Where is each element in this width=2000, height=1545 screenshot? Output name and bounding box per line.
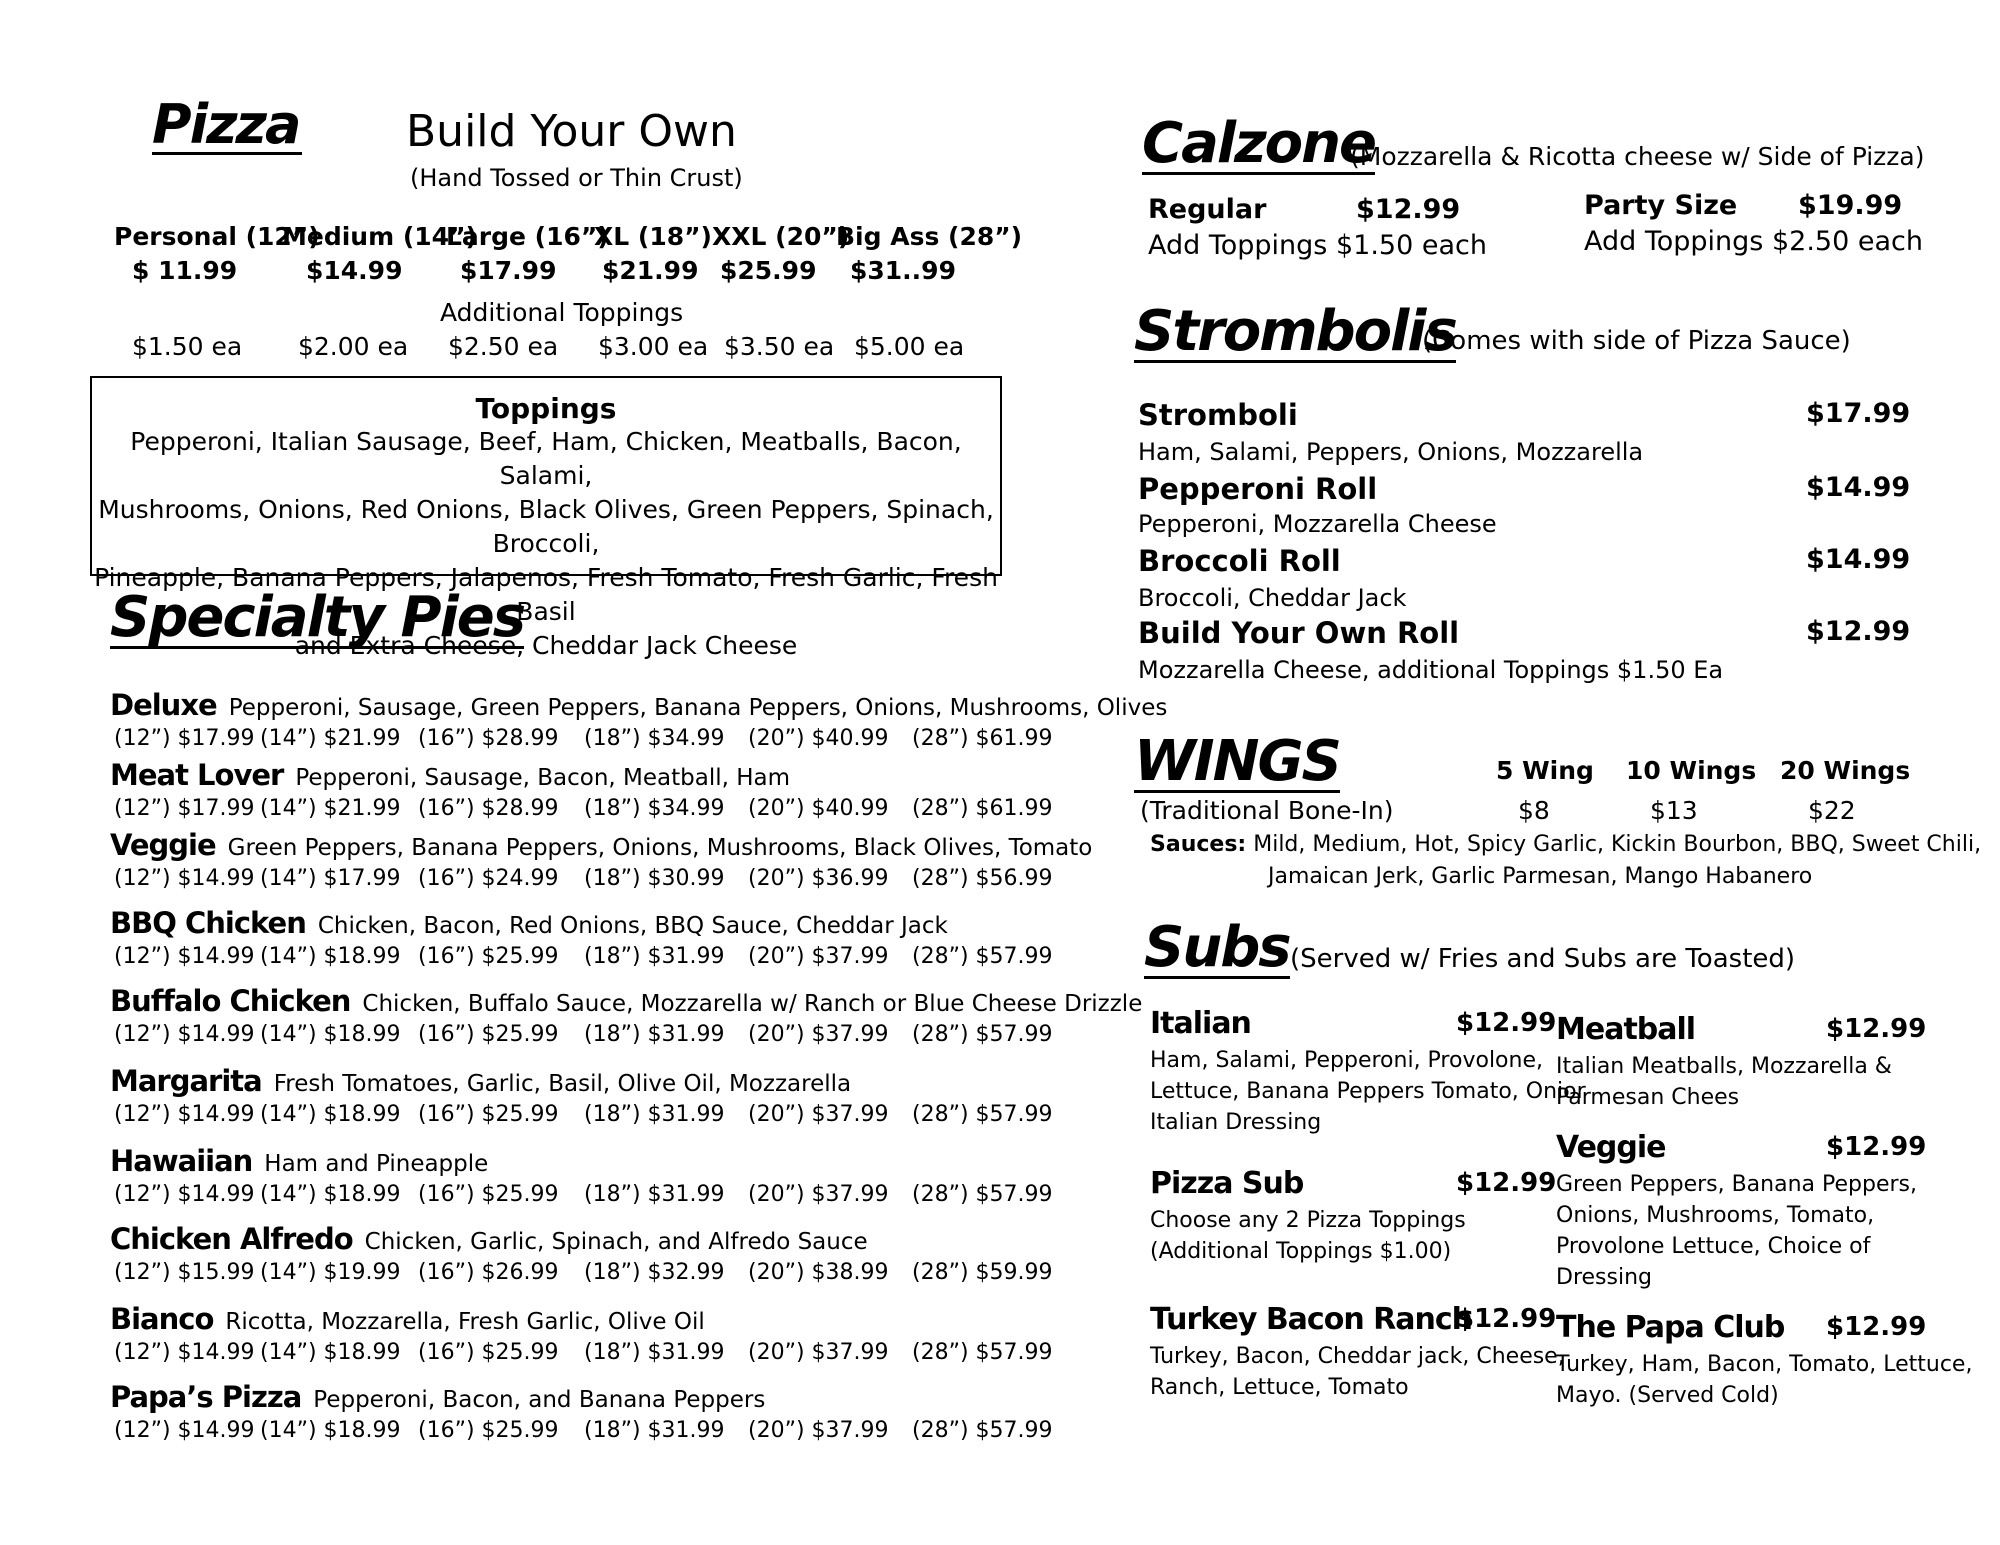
pie-name: Deluxe [110, 688, 217, 722]
size-label: Large (16”) [446, 222, 609, 251]
pie-size-price: (14”) $18.99 [260, 1102, 401, 1127]
pie-size-price: (14”) $17.99 [260, 866, 401, 891]
pie-size-price: (12”) $14.99 [114, 1418, 255, 1443]
stromboli-name: Stromboli [1138, 398, 1298, 432]
pie-size-price: (16”) $25.99 [418, 1418, 559, 1443]
wing-price: $22 [1808, 796, 1856, 825]
specialty-pie [110, 688, 1167, 722]
specialty-pie [110, 758, 790, 792]
calzone-party-label: Party Size [1584, 190, 1738, 221]
pie-size-price: (14”) $18.99 [260, 1022, 401, 1047]
sub-price: $12.99 [1826, 1132, 1927, 1162]
size-label: XXL (20”) [712, 222, 850, 251]
subs-heading: Subs [1144, 915, 1290, 980]
stromboli-desc: Broccoli, Cheddar Jack [1138, 584, 1407, 612]
pie-size-price: (16”) $25.99 [418, 1182, 559, 1207]
sub-description-line: Dressing [1556, 1265, 1652, 1290]
sub-description-line: Mayo. (Served Cold) [1556, 1383, 1779, 1408]
wing-sauces-line2: Jamaican Jerk, Garlic Parmesan, Mango Habanero [1268, 864, 1813, 889]
pie-size-price: (18”) $32.99 [584, 1260, 725, 1285]
pie-size-price: (12”) $17.99 [114, 796, 255, 821]
sub-description-line: Lettuce, Banana Peppers Tomato, Onior [1150, 1079, 1586, 1104]
stromboli-desc: Ham, Salami, Peppers, Onions, Mozzarella [1138, 438, 1644, 466]
topping-price: $2.00 ea [298, 332, 409, 361]
pie-name: Margarita [110, 1064, 262, 1098]
size-price: $31..99 [850, 256, 956, 285]
specialty-pie [110, 828, 1092, 862]
pie-description: Pepperoni, Sausage, Bacon, Meatball, Ham [295, 765, 791, 791]
sub-name: Turkey Bacon Ranch [1150, 1302, 1472, 1337]
pie-size-price: (28”) $61.99 [912, 726, 1053, 751]
pie-size-price: (12”) $14.99 [114, 1102, 255, 1127]
pie-size-price: (12”) $14.99 [114, 944, 255, 969]
pie-price-row [114, 1102, 1053, 1132]
size-label: XL (18”) [594, 222, 712, 251]
pie-size-price: (18”) $31.99 [584, 944, 725, 969]
calzone-heading: Calzone [1142, 111, 1375, 176]
stromboli-name: Pepperoni Roll [1138, 472, 1378, 506]
pie-size-price: (14”) $18.99 [260, 1340, 401, 1365]
pie-size-price: (12”) $14.99 [114, 1340, 255, 1365]
calzone-party-add: Add Toppings $2.50 each [1584, 226, 1923, 257]
sub-name: Italian [1150, 1006, 1251, 1041]
size-price: $17.99 [460, 256, 557, 285]
pie-size-price: (14”) $19.99 [260, 1260, 401, 1285]
pie-price-row [114, 1260, 1053, 1290]
pie-name: Papa’s Pizza [110, 1380, 302, 1414]
wing-count: 10 Wings [1626, 756, 1757, 785]
stromboli-price: $12.99 [1806, 616, 1911, 647]
pie-size-price: (18”) $31.99 [584, 1182, 725, 1207]
sub-name: Veggie [1556, 1130, 1666, 1165]
pie-size-price: (20”) $37.99 [748, 1340, 889, 1365]
pie-size-price: (28”) $57.99 [912, 944, 1053, 969]
strombolis-heading: Strombolis [1134, 299, 1456, 364]
pie-size-price: (20”) $40.99 [748, 796, 889, 821]
pie-size-price: (16”) $26.99 [418, 1260, 559, 1285]
sub-price: $12.99 [1456, 1008, 1557, 1038]
size-label: Big Ass (28”) [836, 222, 1023, 251]
pie-price-row [114, 1022, 1053, 1052]
sub-price: $12.99 [1826, 1014, 1927, 1044]
topping-price: $1.50 ea [132, 332, 243, 361]
specialty-pie [110, 1064, 851, 1098]
stromboli-price: $14.99 [1806, 544, 1911, 575]
pie-size-price: (14”) $18.99 [260, 1418, 401, 1443]
pie-name: Chicken Alfredo [110, 1222, 353, 1256]
wing-price: $8 [1518, 796, 1550, 825]
pie-size-price: (16”) $25.99 [418, 1102, 559, 1127]
toppings-line: Mushrooms, Onions, Red Onions, Black Olives, Green Peppers, Spinach, Broccoli, [98, 495, 994, 558]
specialty-pies-heading: Specialty Pies [110, 585, 525, 650]
specialty-pie [110, 1222, 868, 1256]
pie-description: Green Peppers, Banana Peppers, Onions, Mushrooms, Black Olives, Tomato [227, 835, 1093, 861]
pie-size-price: (14”) $21.99 [260, 796, 401, 821]
build-your-own-title: Build Your Own [406, 106, 737, 157]
specialty-pie [110, 1302, 705, 1336]
sub-description-line: Parmesan Chees [1556, 1085, 1740, 1110]
sauces-list: Mild, Medium, Hot, Spicy Garlic, Kickin Bourbon, BBQ, Sweet Chili, [1253, 832, 1982, 857]
pie-size-price: (20”) $37.99 [748, 944, 889, 969]
pie-description: Chicken, Buffalo Sauce, Mozzarella w/ Ranch or Blue Cheese Drizzle [362, 991, 1143, 1017]
topping-price: $3.50 ea [724, 332, 835, 361]
sub-description-line: Choose any 2 Pizza Toppings [1150, 1208, 1466, 1233]
size-price: $ 11.99 [132, 256, 238, 285]
pie-size-price: (16”) $25.99 [418, 944, 559, 969]
pie-size-price: (20”) $37.99 [748, 1102, 889, 1127]
pie-size-price: (12”) $14.99 [114, 866, 255, 891]
pie-size-price: (20”) $40.99 [748, 726, 889, 751]
sub-description-line: (Additional Toppings $1.00) [1150, 1239, 1452, 1264]
toppings-heading: Toppings [475, 392, 617, 425]
pie-description: Ham and Pineapple [264, 1151, 489, 1177]
sub-description-line: Ham, Salami, Pepperoni, Provolone, [1150, 1048, 1543, 1073]
pie-size-price: (14”) $18.99 [260, 1182, 401, 1207]
wing-count: 5 Wing [1496, 756, 1594, 785]
pie-size-price: (28”) $61.99 [912, 796, 1053, 821]
strombolis-note: (Comes with side of Pizza Sauce) [1422, 326, 1851, 356]
subs-note: (Served w/ Fries and Subs are Toasted) [1290, 944, 1796, 974]
pie-size-price: (12”) $14.99 [114, 1022, 255, 1047]
pie-description: Chicken, Bacon, Red Onions, BBQ Sauce, Cheddar Jack [317, 913, 948, 939]
pie-size-price: (20”) $37.99 [748, 1182, 889, 1207]
pie-description: Pepperoni, Sausage, Green Peppers, Banana Peppers, Onions, Mushrooms, Olives [228, 695, 1168, 721]
sub-description-line: Provolone Lettuce, Choice of [1556, 1234, 1871, 1259]
size-price: $21.99 [602, 256, 699, 285]
calzone-regular-label: Regular [1148, 194, 1267, 225]
topping-price: $5.00 ea [854, 332, 965, 361]
pie-size-price: (16”) $28.99 [418, 796, 559, 821]
pie-size-price: (28”) $59.99 [912, 1260, 1053, 1285]
pie-size-price: (18”) $31.99 [584, 1022, 725, 1047]
sub-price: $12.99 [1826, 1312, 1927, 1342]
stromboli-desc: Pepperoni, Mozzarella Cheese [1138, 510, 1497, 538]
size-price: $14.99 [306, 256, 403, 285]
toppings-line: and Extra Cheese, Cheddar Jack Cheese [294, 631, 798, 660]
pie-size-price: (16”) $24.99 [418, 866, 559, 891]
additional-toppings-label: Additional Toppings [440, 298, 684, 327]
wing-sauces-line [1150, 832, 1981, 857]
pie-size-price: (28”) $57.99 [912, 1022, 1053, 1047]
pie-size-price: (28”) $56.99 [912, 866, 1053, 891]
pie-size-price: (16”) $25.99 [418, 1340, 559, 1365]
pie-description: Chicken, Garlic, Spinach, and Alfredo Sauce [364, 1229, 868, 1255]
stromboli-name: Build Your Own Roll [1138, 616, 1460, 650]
pie-size-price: (18”) $34.99 [584, 726, 725, 751]
topping-price: $3.00 ea [598, 332, 709, 361]
stromboli-price: $14.99 [1806, 472, 1911, 503]
pie-size-price: (14”) $18.99 [260, 944, 401, 969]
pie-size-price: (18”) $30.99 [584, 866, 725, 891]
pie-size-price: (12”) $14.99 [114, 1182, 255, 1207]
wings-heading: WINGS [1134, 729, 1340, 794]
calzone-regular-add: Add Toppings $1.50 each [1148, 230, 1487, 261]
pie-price-row [114, 1340, 1053, 1370]
calzone-regular-price: $12.99 [1356, 194, 1461, 225]
sauces-label: Sauces: [1150, 832, 1247, 857]
toppings-line: Pepperoni, Italian Sausage, Beef, Ham, Chicken, Meatballs, Bacon, Salami, [130, 427, 962, 490]
wing-count: 20 Wings [1780, 756, 1911, 785]
crust-subtitle: (Hand Tossed or Thin Crust) [410, 164, 743, 192]
pie-size-price: (18”) $31.99 [584, 1340, 725, 1365]
pie-size-price: (18”) $31.99 [584, 1102, 725, 1127]
pie-name: Meat Lover [110, 758, 284, 792]
sub-description-line: Green Peppers, Banana Peppers, [1556, 1172, 1917, 1197]
pie-size-price: (14”) $21.99 [260, 726, 401, 751]
specialty-pie [110, 984, 1142, 1018]
wing-price: $13 [1650, 796, 1698, 825]
pie-price-row [114, 1182, 1053, 1212]
sub-price: $12.99 [1456, 1304, 1557, 1334]
pie-size-price: (12”) $17.99 [114, 726, 255, 751]
pie-size-price: (18”) $31.99 [584, 1418, 725, 1443]
pie-name: BBQ Chicken [110, 906, 306, 940]
pie-description: Ricotta, Mozzarella, Fresh Garlic, Olive Oil [225, 1309, 705, 1335]
pie-name: Hawaiian [110, 1144, 253, 1178]
pie-description: Fresh Tomatoes, Garlic, Basil, Olive Oil, Mozzarella [273, 1071, 852, 1097]
pie-size-price: (28”) $57.99 [912, 1182, 1053, 1207]
pie-price-row [114, 944, 1053, 974]
sub-price: $12.99 [1456, 1168, 1557, 1198]
pie-size-price: (20”) $36.99 [748, 866, 889, 891]
sub-description-line: Turkey, Ham, Bacon, Tomato, Lettuce, [1556, 1352, 1973, 1377]
pie-name: Veggie [110, 828, 216, 862]
pie-size-price: (20”) $38.99 [748, 1260, 889, 1285]
pie-size-price: (12”) $15.99 [114, 1260, 255, 1285]
specialty-pie [110, 1144, 488, 1178]
pie-size-price: (18”) $34.99 [584, 796, 725, 821]
size-label: Personal (12”) [114, 222, 320, 251]
calzone-party-price: $19.99 [1798, 190, 1903, 221]
sub-description-line: Italian Dressing [1150, 1110, 1322, 1135]
stromboli-price: $17.99 [1806, 398, 1911, 429]
pie-price-row [114, 866, 1053, 896]
sub-name: Meatball [1556, 1012, 1696, 1047]
stromboli-desc: Mozzarella Cheese, additional Toppings $1.50 Ea [1138, 656, 1724, 684]
sub-name: The Papa Club [1556, 1310, 1785, 1345]
pie-size-price: (28”) $57.99 [912, 1340, 1053, 1365]
pie-price-row [114, 1418, 1053, 1448]
pie-size-price: (16”) $25.99 [418, 1022, 559, 1047]
wings-type: (Traditional Bone-In) [1140, 796, 1394, 825]
size-label: Medium (14”) [282, 222, 477, 251]
pie-size-price: (28”) $57.99 [912, 1102, 1053, 1127]
sub-description-line: Onions, Mushrooms, Tomato, [1556, 1203, 1875, 1228]
pie-description: Pepperoni, Bacon, and Banana Peppers [313, 1387, 766, 1413]
pie-size-price: (20”) $37.99 [748, 1022, 889, 1047]
sub-name: Pizza Sub [1150, 1166, 1304, 1201]
pizza-heading: Pizza [152, 98, 302, 155]
size-price: $25.99 [720, 256, 817, 285]
pie-name: Buffalo Chicken [110, 984, 351, 1018]
sub-description-line: Ranch, Lettuce, Tomato [1150, 1375, 1409, 1400]
sub-description-line: Turkey, Bacon, Cheddar jack, Cheese, [1150, 1344, 1565, 1369]
topping-price: $2.50 ea [448, 332, 559, 361]
sub-description-line: Italian Meatballs, Mozzarella & [1556, 1054, 1892, 1079]
pie-size-price: (16”) $28.99 [418, 726, 559, 751]
pie-name: Bianco [110, 1302, 214, 1336]
stromboli-name: Broccoli Roll [1138, 544, 1341, 578]
pie-size-price: (20”) $37.99 [748, 1418, 889, 1443]
toppings-line: Pineapple, Banana Peppers, Jalapenos, Fresh Tomato, Fresh Garlic, Fresh Basil [94, 563, 998, 626]
calzone-note: (Mozzarella & Ricotta cheese w/ Side of Pizza) [1350, 142, 1925, 171]
specialty-pie [110, 906, 948, 940]
pie-price-row [114, 726, 1053, 756]
specialty-pie [110, 1380, 765, 1414]
pie-size-price: (28”) $57.99 [912, 1418, 1053, 1443]
pie-price-row [114, 796, 1053, 826]
